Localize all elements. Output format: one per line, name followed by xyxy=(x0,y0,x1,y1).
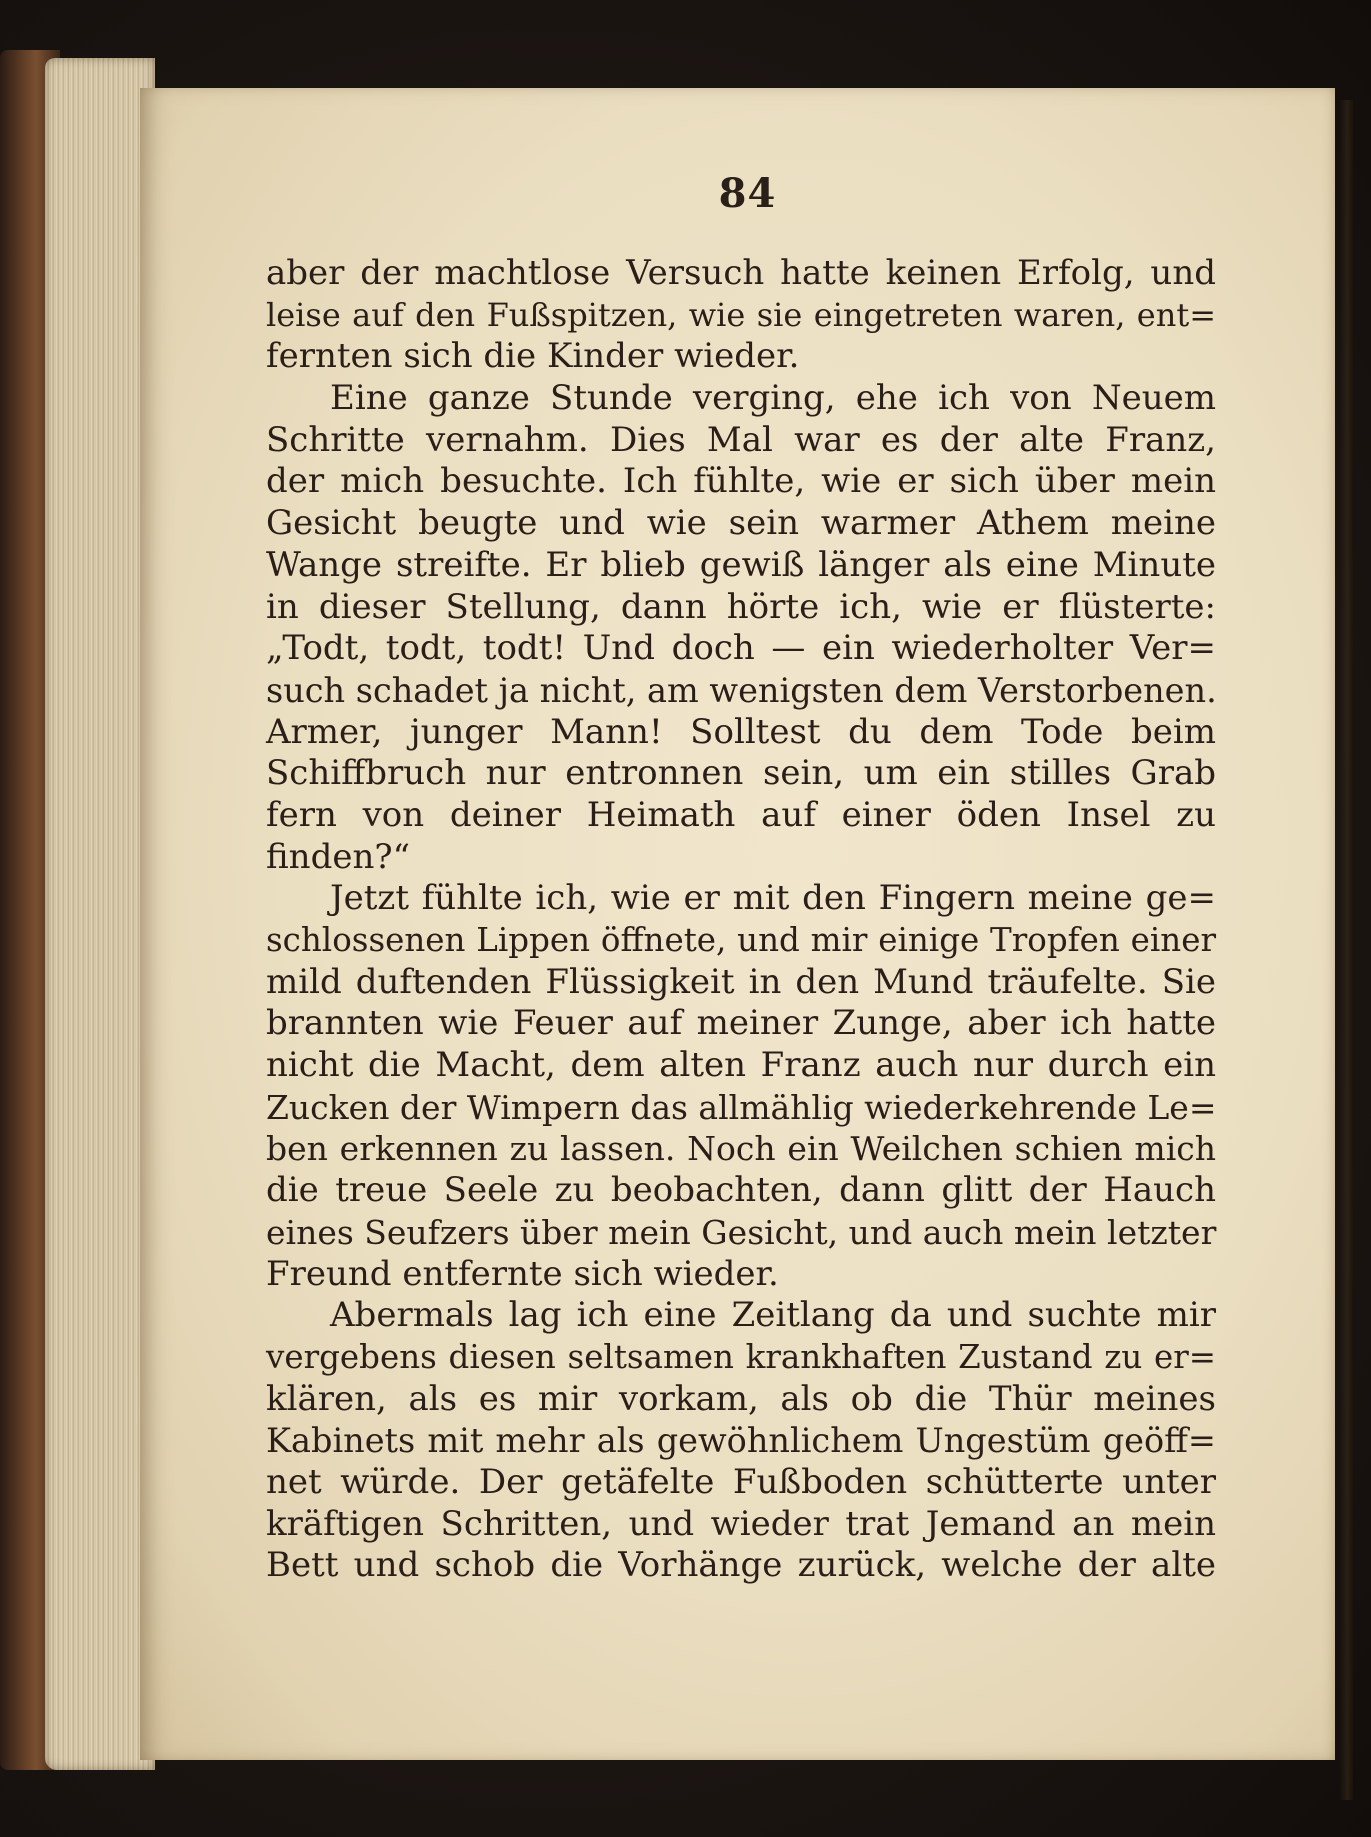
text-line: die treue Seele zu beobachten, dann glitt der Hauch xyxy=(266,1170,1216,1211)
text-line: Wange streifte. Er blieb gewiß länger als eine Minute xyxy=(266,544,1216,585)
text-line: net würde. Der getäfelte Fußboden schütterte unter xyxy=(266,1461,1216,1502)
text-line: Armer, junger Mann! Solltest du dem Tode beim xyxy=(266,711,1216,752)
text-line: finden?“ xyxy=(266,836,410,877)
text-line: schlossenen Lippen öffnete, und mir einige Tropfen einer xyxy=(266,921,1216,959)
text-line: der mich besuchte. Ich fühlte, wie er sich über mein xyxy=(266,461,1216,502)
text-line: Bett und schob die Vorhänge zurück, welche der alte xyxy=(266,1545,1216,1586)
text-line: Kabinets mit mehr als gewöhnlichem Ungestüm geöff= xyxy=(266,1421,1216,1461)
text-line: leise auf den Fußspitzen, wie sie eingetreten waren, ent= xyxy=(266,295,1216,334)
book-page xyxy=(140,88,1335,1760)
text-line: Eine ganze Stunde verging, ehe ich von Neuem xyxy=(330,378,1216,419)
text-line: fern von deiner Heimath auf einer öden Insel zu xyxy=(266,794,1216,835)
text-line: vergebens diesen seltsamen krankhaften Zustand zu er= xyxy=(266,1337,1216,1376)
text-line: brannten wie Feuer auf meiner Zunge, aber ich hatte xyxy=(266,1003,1216,1044)
text-line: such schadet ja nicht, am wenigsten dem Verstorbenen. xyxy=(266,670,1217,710)
text-line: Gesicht beugte und wie sein warmer Athem meine xyxy=(266,503,1216,544)
page-gutter-shadow xyxy=(1339,100,1353,1800)
text-line: Zucken der Wimpern das allmählig wiederkehrende Le= xyxy=(266,1087,1217,1127)
text-line: Freund entfernte sich wieder. xyxy=(266,1253,779,1294)
text-line: aber der machtlose Versuch hatte keinen Erfolg, und xyxy=(266,253,1216,293)
text-line: ben erkennen zu lassen. Noch ein Weilchen schien mich xyxy=(266,1129,1216,1169)
text-line: nicht die Macht, dem alten Franz auch nur durch ein xyxy=(266,1045,1216,1086)
text-line: Abermals lag ich eine Zeitlang da und suchte mir xyxy=(330,1295,1216,1336)
text-line: fernten sich die Kinder wieder. xyxy=(266,336,800,377)
text-line: klären, als es mir vorkam, als ob die Thür meines xyxy=(266,1378,1216,1419)
page-number: 84 xyxy=(718,170,777,217)
text-line: in dieser Stellung, dann hörte ich, wie er flüsterte: xyxy=(266,586,1216,627)
page-text-block xyxy=(266,253,1216,1587)
text-line: Schritte vernahm. Dies Mal war es der alte Franz, xyxy=(266,419,1216,460)
text-line: mild duftenden Flüssigkeit in den Mund träufelte. Sie xyxy=(266,961,1216,1002)
text-line: eines Seufzers über mein Gesicht, und auch mein letzter xyxy=(266,1212,1217,1252)
text-line: kräftigen Schritten, und wieder trat Jemand an mein xyxy=(266,1503,1216,1544)
text-line: Schiffbruch nur entronnen sein, um ein stilles Grab xyxy=(266,753,1216,794)
text-line: Jetzt fühlte ich, wie er mit den Fingern meine ge= xyxy=(330,878,1216,919)
page-edges xyxy=(45,58,155,1770)
text-line: „Todt, todt, todt! Und doch — ein wiederholter Ver= xyxy=(266,628,1216,669)
